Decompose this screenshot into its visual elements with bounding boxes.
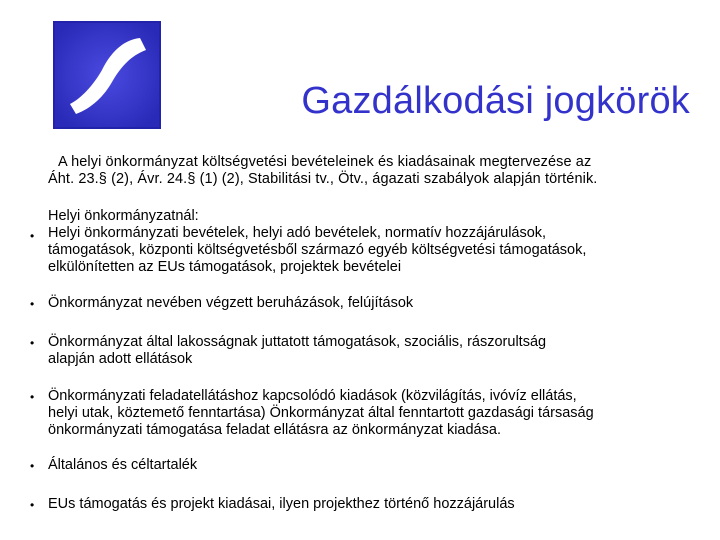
intro-line: Áht. 23.§ (2), Ávr. 24.§ (1) (2), Stabilitási tv., Ötv., ágazati szabályok alapján történik. [48, 171, 598, 187]
page-title: Gazdálkodási jogkörök [301, 80, 690, 122]
list-item-line: elkülönítetten az EUs támogatások, projektek bevételei [48, 259, 402, 275]
bullet-dot: • [30, 229, 35, 243]
bullet-dot: • [30, 336, 35, 350]
list-item-line: önkormányzati támogatása feladat ellátásra az önkormányzat kiadása. [48, 422, 501, 438]
list-item-line: Helyi önkormányzatnál: [48, 208, 199, 224]
list-item-line: Önkormányzat által lakosságnak juttatott támogatások, szociális, rászorultság [48, 334, 547, 350]
intro-paragraph [48, 154, 708, 188]
list-item-line: EUs támogatás és projekt kiadásai, ilyen projekthez történő hozzájárulás [48, 496, 515, 512]
list-item-line: támogatások, központi költségvetésből származó egyéb költségvetési támogatások, [48, 242, 587, 258]
list-item-line: Önkormányzat nevében végzett beruházások, felújítások [48, 295, 414, 311]
list-item-line: helyi utak, köztemető fenntartása) Önkormányzat által fenntartott gazdasági társaság [48, 405, 594, 421]
list-item-line: alapján adott ellátások [48, 351, 193, 367]
list-item-line: Önkormányzati feladatellátáshoz kapcsolódó kiadások (közvilágítás, ivóvíz ellátás, [48, 388, 577, 404]
bullet-dot: • [30, 498, 35, 512]
intro-line: A helyi önkormányzat költségvetési bevételeinek és kiadásainak megtervezése az [58, 154, 592, 170]
bullet-dot: • [30, 459, 35, 473]
bullet-dot: • [30, 297, 35, 311]
list-item-line: Általános és céltartalék [48, 457, 198, 473]
list-item-line: Helyi önkormányzati bevételek, helyi adó bevételek, normatív hozzájárulások, [48, 225, 547, 241]
bullet-dot: • [30, 390, 35, 404]
